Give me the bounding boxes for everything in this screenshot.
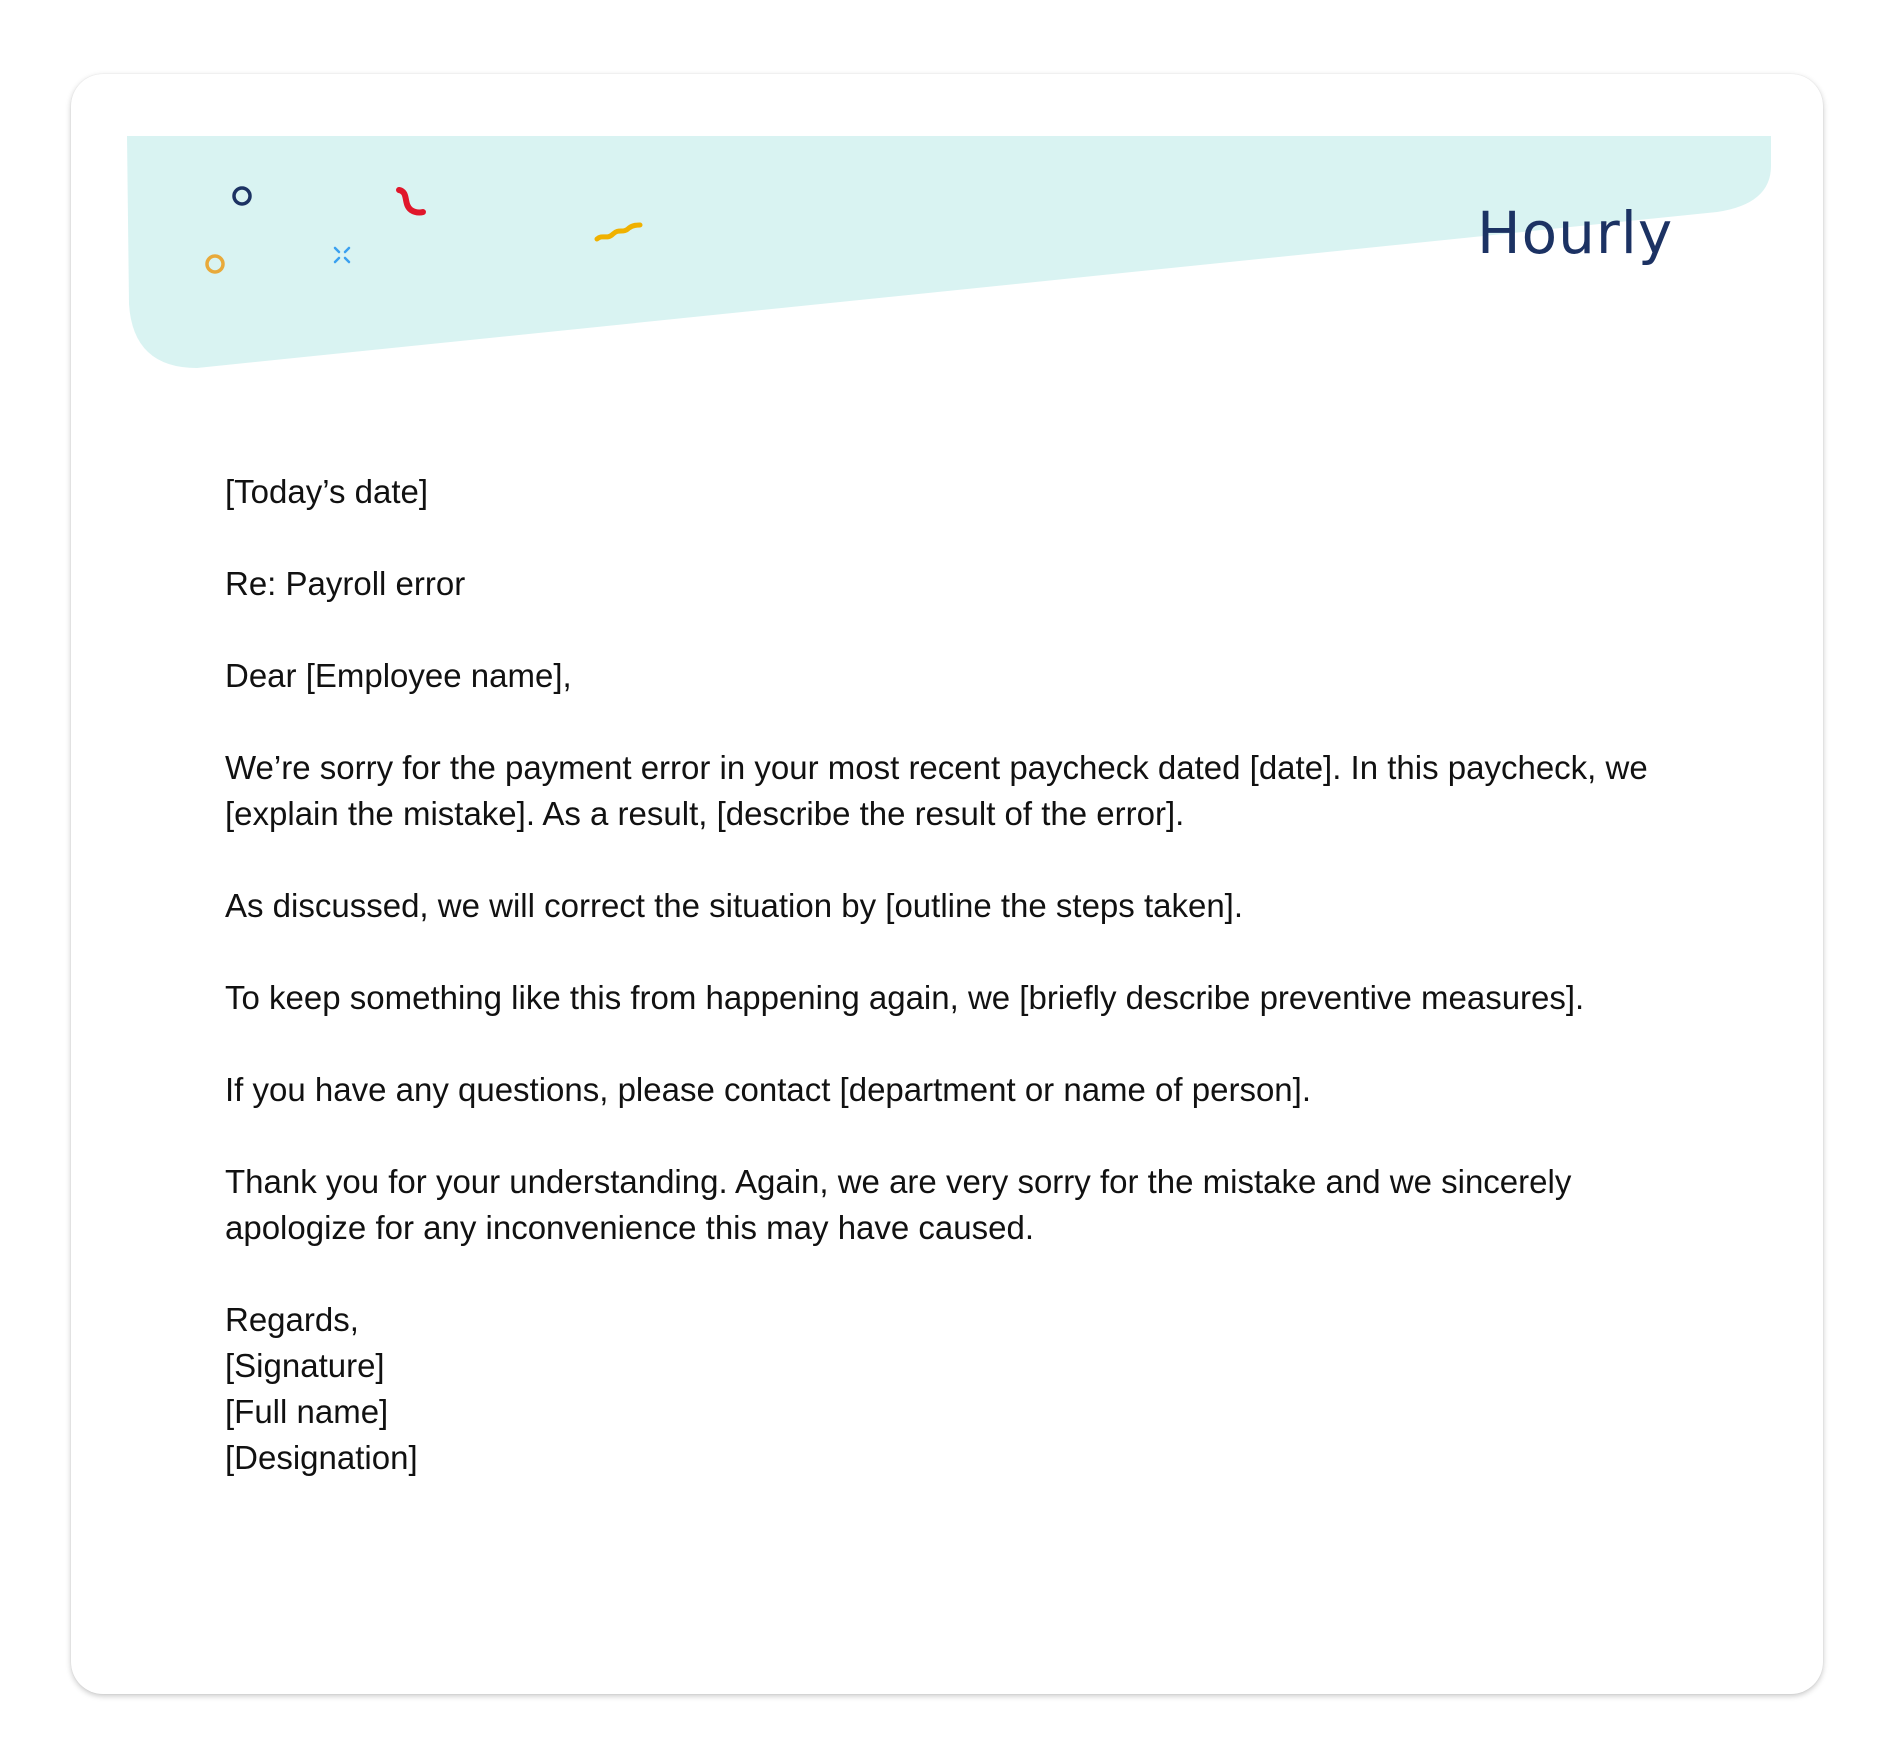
letter-subject: Re: Payroll error xyxy=(225,565,466,602)
letter-closing: Regards, xyxy=(225,1301,359,1338)
letter-card xyxy=(71,74,1823,1694)
letter-paragraph-contact: If you have any questions, please contact [department or name of person]. xyxy=(225,1071,1311,1108)
letter-signature: [Signature] xyxy=(225,1347,385,1384)
letter-greeting: Dear [Employee name], xyxy=(225,657,572,694)
letter-date: [Today’s date] xyxy=(225,473,429,510)
letter-paragraph-thanks: Thank you for your understanding. Again, we are very sorry for the mistake and we sincerely apologize for any inconvenience this may have caused. xyxy=(225,1163,1572,1246)
letter-paragraph-prevention: To keep something like this from happening again, we [briefly describe preventive measures]. xyxy=(225,979,1585,1016)
letter-body xyxy=(225,469,1695,1481)
letter-full-name: [Full name] xyxy=(225,1393,389,1430)
letter-designation: [Designation] xyxy=(225,1439,418,1476)
letter-paragraph-correction: As discussed, we will correct the situation by [outline the steps taken]. xyxy=(225,887,1244,924)
hourly-logo: Hourly xyxy=(1477,199,1674,267)
header-banner xyxy=(127,136,1771,368)
letter-paragraph-apology: We’re sorry for the payment error in your most recent paycheck dated [date]. In this paycheck, we [explain the mistake]. As a result, [describe the result of the error]. xyxy=(225,749,1648,832)
